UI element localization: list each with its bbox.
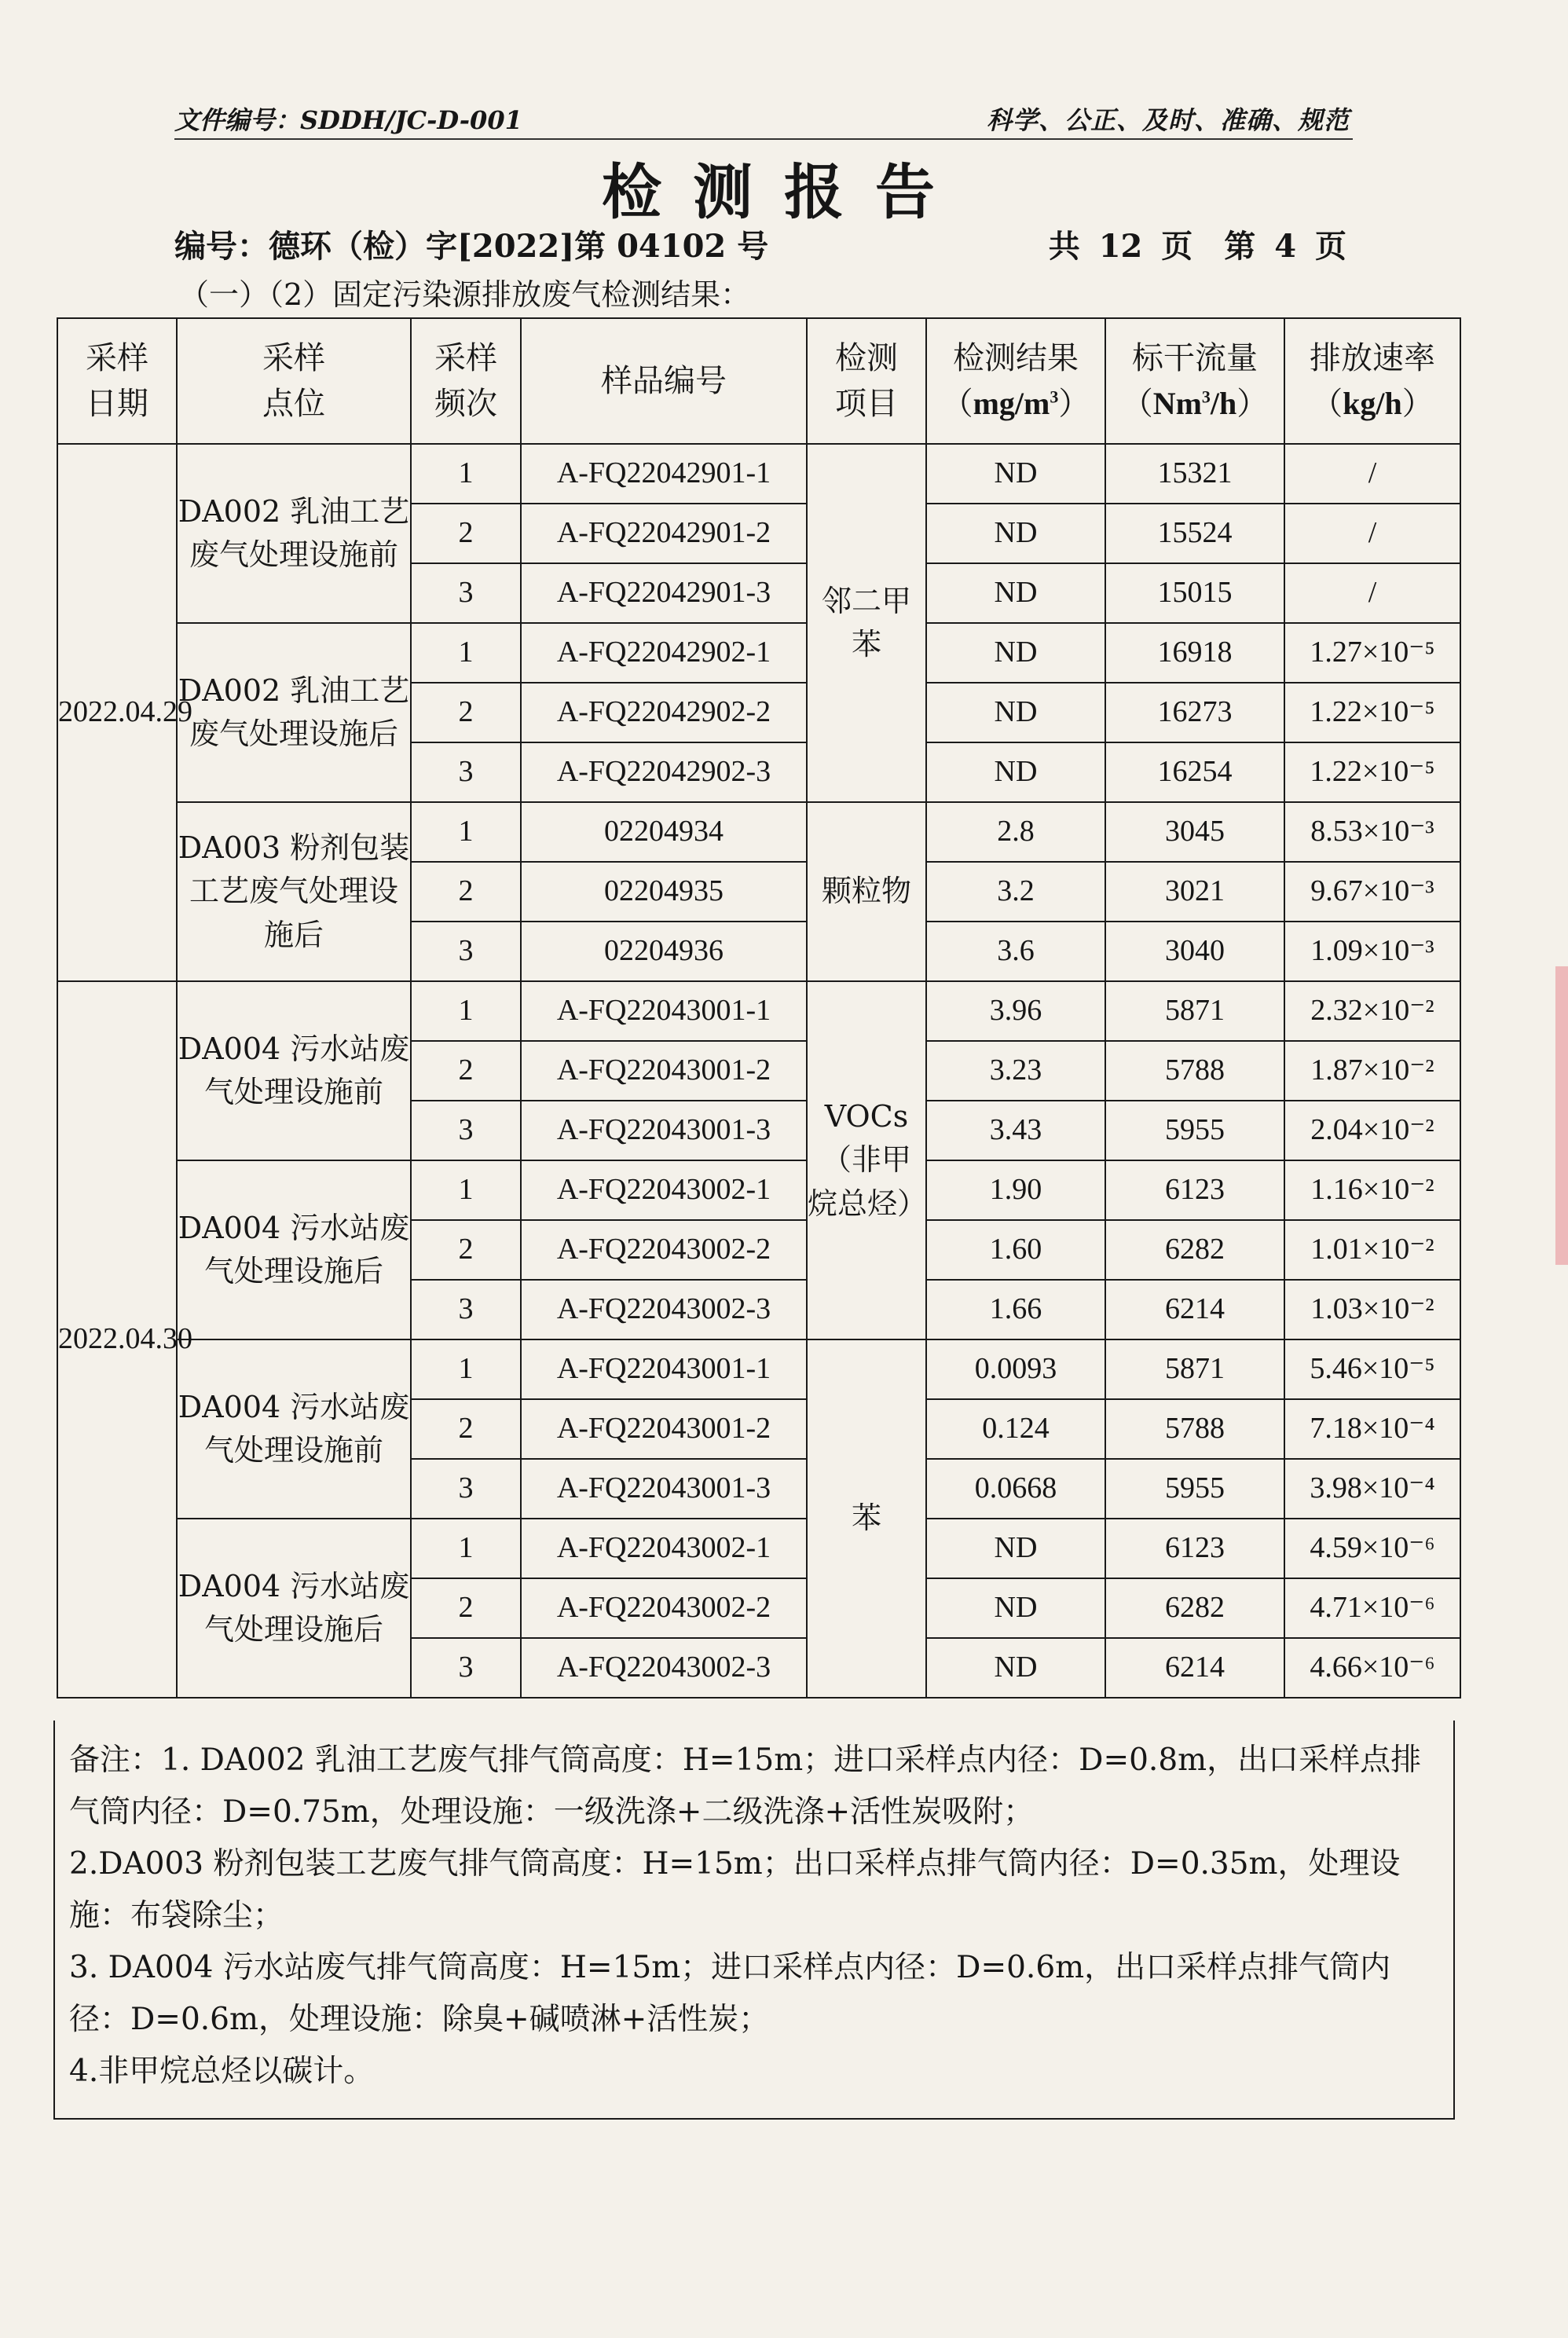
sample-id-cell: A-FQ22042901-1 [521,444,807,504]
flow-cell: 5955 [1105,1101,1284,1160]
rate-cell: 1.87×10⁻² [1284,1041,1460,1101]
header-rate: 排放速率 （kg/h） [1284,318,1460,444]
sampling-point-cell: DA003 粉剂包装工艺废气处理设施后 [177,802,411,981]
result-cell: 1.60 [926,1220,1105,1280]
flow-cell: 15015 [1105,563,1284,623]
sample-id-cell: A-FQ22042901-2 [521,504,807,563]
rate-cell: 7.18×10⁻⁴ [1284,1399,1460,1459]
flow-cell: 16254 [1105,742,1284,802]
header-flow: 标干流量 （Nm$^3$/h） [1105,318,1284,444]
flow-cell: 16273 [1105,683,1284,742]
flow-cell: 5788 [1105,1399,1284,1459]
sampling-point-cell: DA004 污水站废气处理设施前 [177,981,411,1160]
rate-cell: 1.16×10⁻² [1284,1160,1460,1220]
sample-id-cell: A-FQ22042902-3 [521,742,807,802]
result-cell: 3.23 [926,1041,1105,1101]
sample-id-cell: A-FQ22043002-1 [521,1160,807,1220]
test-item-cell: 邻二甲苯 [807,444,926,802]
sample-id-cell: A-FQ22043002-3 [521,1638,807,1698]
sample-id-cell: A-FQ22042902-1 [521,623,807,683]
table-row [57,1519,1460,1578]
flow-cell: 6282 [1105,1220,1284,1280]
table-row [57,444,1460,504]
result-cell: ND [926,504,1105,563]
remark-line: 4.非甲烷总烃以碳计。 [69,2054,375,2089]
frequency-cell: 3 [411,563,521,623]
sampling-point-cell: DA002 乳油工艺废气处理设施前 [177,444,411,623]
report-title: 检测报告 [602,157,966,227]
frequency-cell: 3 [411,922,521,981]
sampling-point-cell: DA002 乳油工艺废气处理设施后 [177,623,411,802]
sample-id-cell: A-FQ22043001-3 [521,1459,807,1519]
report-number: 编号：德环（检）字[2022]第 04102 号 [174,228,769,265]
test-item-cell: VOCs（非甲烷总烃） [807,981,926,1339]
result-cell: 2.8 [926,802,1105,862]
result-cell: 1.90 [926,1160,1105,1220]
motto: 科学、公正、及时、准确、规范 [986,105,1350,135]
sample-id-cell: A-FQ22043002-2 [521,1578,807,1638]
flow-cell: 6123 [1105,1519,1284,1578]
sample-id-cell: A-FQ22043001-3 [521,1101,807,1160]
result-cell: ND [926,1578,1105,1638]
result-cell: 0.0668 [926,1459,1105,1519]
flow-cell: 6214 [1105,1280,1284,1339]
table-header-row [57,318,1460,444]
sample-id-cell: A-FQ22043001-2 [521,1041,807,1101]
result-cell: 1.66 [926,1280,1105,1339]
frequency-cell: 1 [411,1160,521,1220]
sample-id-cell: 02204935 [521,862,807,922]
header-freq: 采样 频次 [411,318,521,444]
sampling-point-cell: DA004 污水站废气处理设施前 [177,1339,411,1519]
rate-cell: 1.22×10⁻⁵ [1284,742,1460,802]
flow-cell: 6282 [1105,1578,1284,1638]
page-info: 共 12 页 第 4 页 [1048,228,1346,265]
flow-cell: 5788 [1105,1041,1284,1101]
frequency-cell: 2 [411,1399,521,1459]
frequency-cell: 3 [411,1101,521,1160]
sampling-point-cell: DA004 污水站废气处理设施后 [177,1519,411,1698]
rate-cell: 4.66×10⁻⁶ [1284,1638,1460,1698]
sample-id-cell: 02204934 [521,802,807,862]
frequency-cell: 3 [411,1459,521,1519]
flow-cell: 3040 [1105,922,1284,981]
remark-line: 3. DA004 污水站废气排气筒高度：H=15m；进口采样点内径：D=0.6m，出口采样点排气筒内径：D=0.6m，处理设施：除臭+碱喷淋+活性炭； [69,1950,1391,2037]
frequency-cell: 1 [411,981,521,1041]
result-cell: ND [926,444,1105,504]
frequency-cell: 1 [411,1519,521,1578]
result-cell: ND [926,563,1105,623]
frequency-cell: 2 [411,504,521,563]
header-rule [174,138,1353,140]
rate-cell: / [1284,504,1460,563]
test-item-cell: 苯 [807,1339,926,1698]
flow-cell: 3021 [1105,862,1284,922]
flow-cell: 3045 [1105,802,1284,862]
result-cell: 0.0093 [926,1339,1105,1399]
rate-cell: / [1284,444,1460,504]
flow-cell: 6214 [1105,1638,1284,1698]
result-cell: 0.124 [926,1399,1105,1459]
section-title: （一）（2）固定污染源排放废气检测结果： [179,277,751,312]
sample-id-cell: A-FQ22043001-2 [521,1399,807,1459]
rate-cell: 3.98×10⁻⁴ [1284,1459,1460,1519]
flow-cell: 16918 [1105,623,1284,683]
table-row [57,1339,1460,1399]
remark-line: 备注：1. DA002 乳油工艺废气排气筒高度：H=15m；进口采样点内径：D=0.8m，出口采样点排气筒内径：D=0.75m，处理设施：一级洗涤+二级洗涤+活性炭吸附； [69,1743,1422,1830]
rate-cell: 4.59×10⁻⁶ [1284,1519,1460,1578]
rate-cell: / [1284,563,1460,623]
remarks-box [53,1721,1455,2120]
sampling-point-cell: DA004 污水站废气处理设施后 [177,1160,411,1339]
flow-cell: 5871 [1105,1339,1284,1399]
table-row [57,981,1460,1041]
header-item: 检测 项目 [807,318,926,444]
sample-id-cell: A-FQ22043002-2 [521,1220,807,1280]
frequency-cell: 3 [411,1280,521,1339]
file-number: 文件编号：SDDH/JC-D-001 [174,105,522,135]
sample-id-cell: A-FQ22042902-2 [521,683,807,742]
result-cell: ND [926,742,1105,802]
rate-cell: 2.32×10⁻² [1284,981,1460,1041]
seal-stamp-edge [1555,966,1568,1265]
flow-cell: 5871 [1105,981,1284,1041]
rate-cell: 1.22×10⁻⁵ [1284,683,1460,742]
frequency-cell: 2 [411,1220,521,1280]
result-cell: 3.2 [926,862,1105,922]
rate-cell: 4.71×10⁻⁶ [1284,1578,1460,1638]
frequency-cell: 2 [411,1578,521,1638]
remark-line: 2.DA003 粉剂包装工艺废气排气筒高度：H=15m；出口采样点排气筒内径：D=0.35m，处理设施：布袋除尘； [69,1846,1401,1933]
frequency-cell: 3 [411,1638,521,1698]
frequency-cell: 3 [411,742,521,802]
sample-id-cell: A-FQ22043002-3 [521,1280,807,1339]
frequency-cell: 1 [411,444,521,504]
rate-cell: 1.03×10⁻² [1284,1280,1460,1339]
result-cell: ND [926,623,1105,683]
flow-cell: 6123 [1105,1160,1284,1220]
frequency-cell: 1 [411,1339,521,1399]
frequency-cell: 2 [411,1041,521,1101]
table-row [57,623,1460,683]
sample-id-cell: A-FQ22043001-1 [521,981,807,1041]
frequency-cell: 1 [411,623,521,683]
results-table [57,317,1461,1699]
table-row [57,1160,1460,1220]
header-date: 采样 日期 [57,318,177,444]
sample-id-cell: A-FQ22043002-1 [521,1519,807,1578]
header-sample-id: 样品编号 [521,318,807,444]
header-point: 采样 点位 [177,318,411,444]
frequency-cell: 2 [411,862,521,922]
result-cell: 3.96 [926,981,1105,1041]
rate-cell: 9.67×10⁻³ [1284,862,1460,922]
result-cell: ND [926,1638,1105,1698]
frequency-cell: 2 [411,683,521,742]
flow-cell: 15524 [1105,504,1284,563]
flow-cell: 5955 [1105,1459,1284,1519]
rate-cell: 1.01×10⁻² [1284,1220,1460,1280]
sample-id-cell: A-FQ22043001-1 [521,1339,807,1399]
test-item-cell: 颗粒物 [807,802,926,981]
header-result: 检测结果 $(mg/m^3)$ [926,318,1105,444]
rate-cell: 5.46×10⁻⁵ [1284,1339,1460,1399]
sampling-date-cell: 2022.04.30 [57,981,177,1698]
rate-cell: 1.27×10⁻⁵ [1284,623,1460,683]
flow-cell: 15321 [1105,444,1284,504]
sampling-date-cell: 2022.04.29 [57,444,177,981]
frequency-cell: 1 [411,802,521,862]
result-cell: 3.43 [926,1101,1105,1160]
result-cell: ND [926,1519,1105,1578]
rate-cell: 2.04×10⁻² [1284,1101,1460,1160]
sample-id-cell: 02204936 [521,922,807,981]
rate-cell: 8.53×10⁻³ [1284,802,1460,862]
rate-cell: 1.09×10⁻³ [1284,922,1460,981]
result-cell: ND [926,683,1105,742]
table-row [57,802,1460,862]
result-cell: 3.6 [926,922,1105,981]
sample-id-cell: A-FQ22042901-3 [521,563,807,623]
